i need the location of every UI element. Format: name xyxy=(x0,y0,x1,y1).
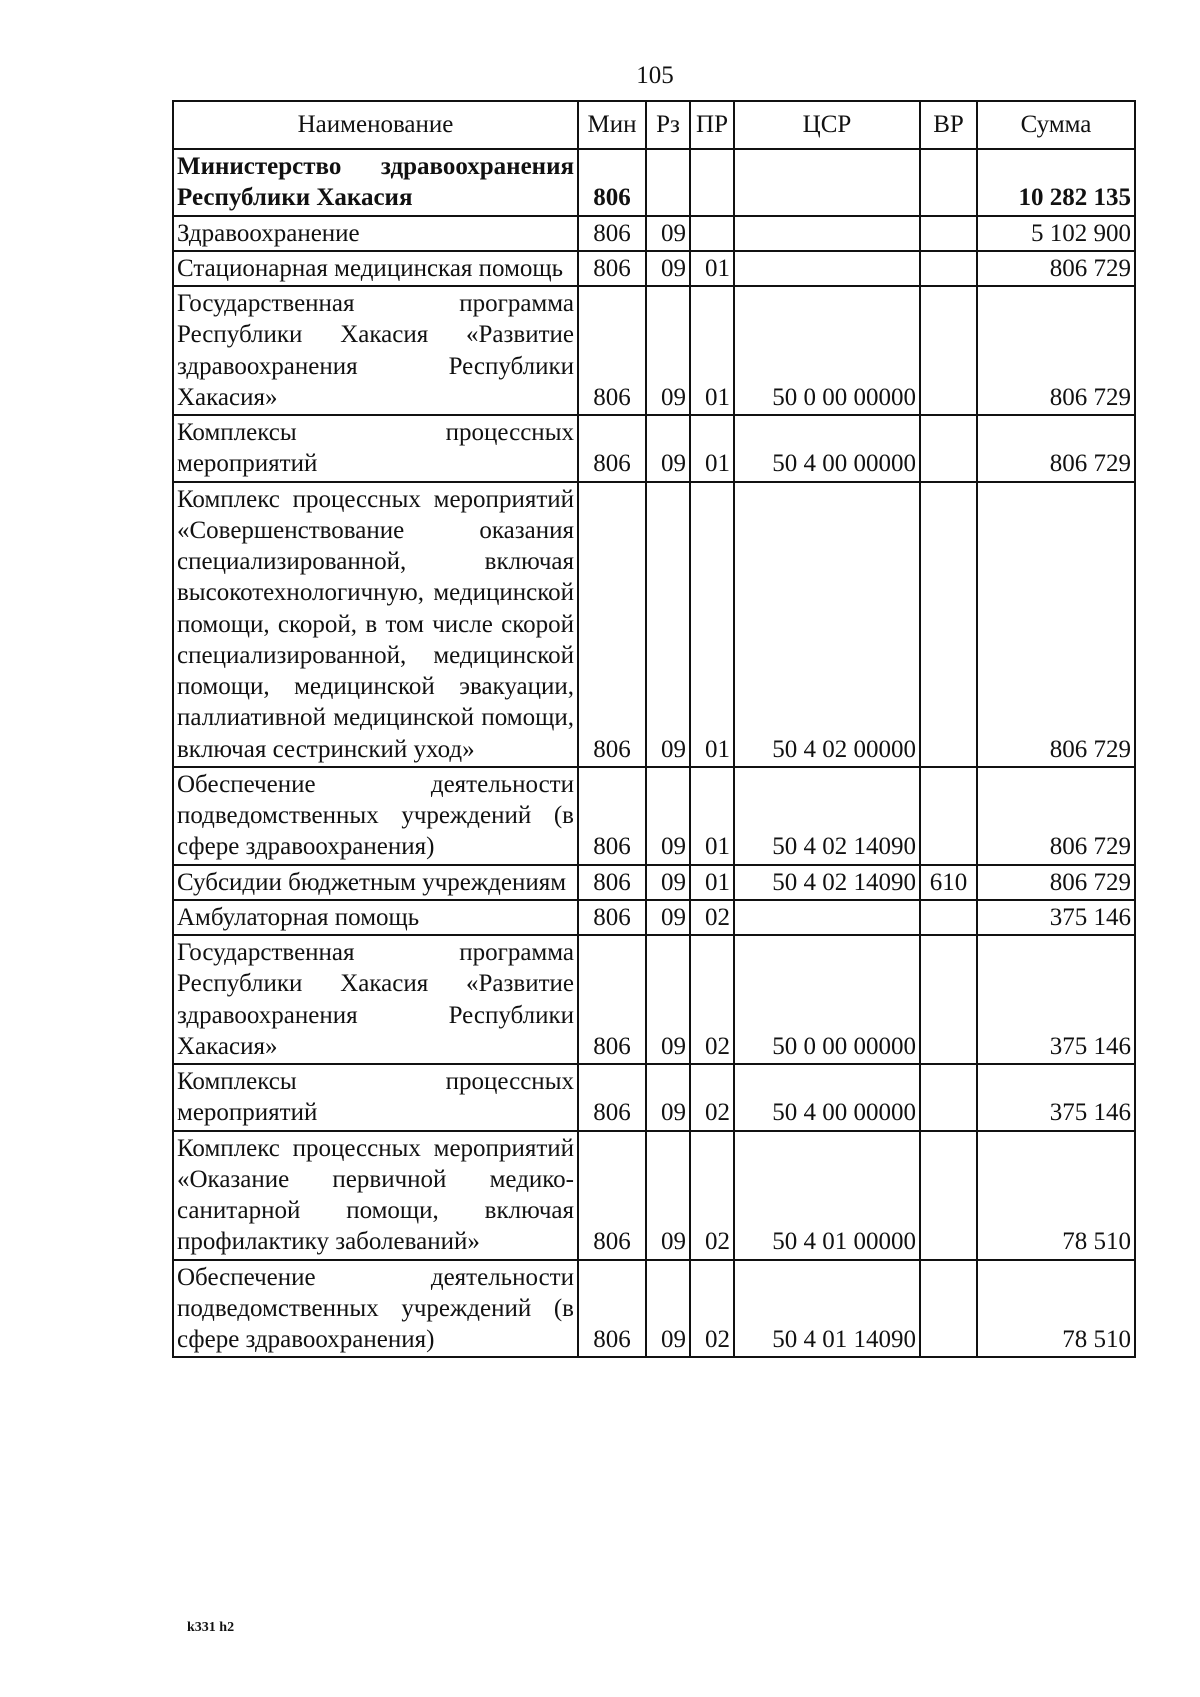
cell-rz: 09 xyxy=(646,286,690,415)
cell-name: Министерство здравоохранения Республики Хакасия xyxy=(173,149,578,216)
cell-csr xyxy=(734,149,920,216)
cell-min: 806 xyxy=(578,415,646,482)
cell-sum: 375 146 xyxy=(977,900,1135,935)
table-row xyxy=(173,251,1135,286)
cell-sum: 806 729 xyxy=(977,415,1135,482)
cell-min: 806 xyxy=(578,149,646,216)
cell-pr: 02 xyxy=(690,900,734,935)
cell-sum: 78 510 xyxy=(977,1260,1135,1358)
page-number: 105 xyxy=(636,62,674,89)
header-vr: ВР xyxy=(920,101,977,149)
cell-sum: 375 146 xyxy=(977,1064,1135,1131)
cell-name: Комплексы процессных мероприятий xyxy=(173,415,578,482)
cell-rz: 09 xyxy=(646,1260,690,1358)
cell-min: 806 xyxy=(578,1260,646,1358)
cell-min: 806 xyxy=(578,216,646,251)
cell-min: 806 xyxy=(578,900,646,935)
cell-name: Государственная программа Республики Хакасия «Развитие здравоохранения Республики Хакасия» xyxy=(173,286,578,415)
table-row xyxy=(173,415,1135,482)
cell-min: 806 xyxy=(578,865,646,900)
cell-name: Субсидии бюджетным учреждениям xyxy=(173,865,578,900)
cell-name: Комплексы процессных мероприятий xyxy=(173,1064,578,1131)
table-row xyxy=(173,865,1135,900)
cell-sum: 806 729 xyxy=(977,286,1135,415)
cell-csr: 50 4 02 00000 xyxy=(734,482,920,767)
cell-name: Обеспечение деятельности подведомственных учреждений (в сфере здравоохранения) xyxy=(173,767,578,865)
cell-vr xyxy=(920,767,977,865)
header-rz: Рз xyxy=(646,101,690,149)
cell-name: Амбулаторная помощь xyxy=(173,900,578,935)
cell-sum: 806 729 xyxy=(977,251,1135,286)
footer-code: k331 h2 xyxy=(187,1620,235,1635)
budget-table xyxy=(172,100,1136,1358)
cell-vr xyxy=(920,216,977,251)
cell-min: 806 xyxy=(578,482,646,767)
cell-min: 806 xyxy=(578,1131,646,1260)
cell-name: Комплекс процессных мероприятий «Совершенствование оказания специализированной, включая высокотехнологичную, медицинской помощи, скорой, в том числе скорой специализированной, медицинской помощи, медицинской эвакуации, паллиативной медицинской помощи, включая сестринский уход» xyxy=(173,482,578,767)
cell-csr: 50 4 01 00000 xyxy=(734,1131,920,1260)
cell-pr: 01 xyxy=(690,482,734,767)
header-csr: ЦСР xyxy=(734,101,920,149)
cell-rz: 09 xyxy=(646,767,690,865)
cell-name: Здравоохранение xyxy=(173,216,578,251)
table-row xyxy=(173,1260,1135,1358)
cell-csr: 50 4 00 00000 xyxy=(734,415,920,482)
cell-sum: 806 729 xyxy=(977,865,1135,900)
cell-rz: 09 xyxy=(646,482,690,767)
cell-csr: 50 0 00 00000 xyxy=(734,286,920,415)
table-row xyxy=(173,1131,1135,1260)
cell-sum: 375 146 xyxy=(977,935,1135,1064)
cell-rz: 09 xyxy=(646,415,690,482)
cell-rz: 09 xyxy=(646,900,690,935)
cell-csr xyxy=(734,900,920,935)
cell-pr xyxy=(690,216,734,251)
cell-vr xyxy=(920,1260,977,1358)
cell-csr xyxy=(734,216,920,251)
cell-vr xyxy=(920,900,977,935)
cell-rz: 09 xyxy=(646,935,690,1064)
cell-pr: 01 xyxy=(690,286,734,415)
cell-pr: 02 xyxy=(690,1131,734,1260)
cell-vr xyxy=(920,482,977,767)
table-body xyxy=(173,149,1135,1357)
cell-vr xyxy=(920,935,977,1064)
cell-sum: 806 729 xyxy=(977,482,1135,767)
cell-csr: 50 4 02 14090 xyxy=(734,767,920,865)
header-min: Мин xyxy=(578,101,646,149)
header-name: Наименование xyxy=(173,101,578,149)
table-row xyxy=(173,149,1135,216)
cell-min: 806 xyxy=(578,286,646,415)
cell-csr: 50 4 01 14090 xyxy=(734,1260,920,1358)
cell-rz xyxy=(646,149,690,216)
cell-vr xyxy=(920,251,977,286)
cell-rz: 09 xyxy=(646,251,690,286)
table-row xyxy=(173,1064,1135,1131)
table-row xyxy=(173,900,1135,935)
cell-name: Обеспечение деятельности подведомственных учреждений (в сфере здравоохранения) xyxy=(173,1260,578,1358)
cell-vr xyxy=(920,415,977,482)
cell-vr xyxy=(920,1131,977,1260)
cell-csr: 50 4 00 00000 xyxy=(734,1064,920,1131)
cell-rz: 09 xyxy=(646,1064,690,1131)
cell-vr: 610 xyxy=(920,865,977,900)
cell-csr: 50 4 02 14090 xyxy=(734,865,920,900)
cell-pr: 02 xyxy=(690,1064,734,1131)
header-sum: Сумма xyxy=(977,101,1135,149)
cell-name: Стационарная медицинская помощь xyxy=(173,251,578,286)
cell-pr: 02 xyxy=(690,935,734,1064)
cell-csr: 50 0 00 00000 xyxy=(734,935,920,1064)
cell-min: 806 xyxy=(578,251,646,286)
cell-pr: 01 xyxy=(690,415,734,482)
cell-sum: 78 510 xyxy=(977,1131,1135,1260)
table-row xyxy=(173,767,1135,865)
cell-sum: 806 729 xyxy=(977,767,1135,865)
cell-vr xyxy=(920,1064,977,1131)
cell-vr xyxy=(920,149,977,216)
cell-rz: 09 xyxy=(646,1131,690,1260)
cell-rz: 09 xyxy=(646,865,690,900)
cell-name: Государственная программа Республики Хакасия «Развитие здравоохранения Республики Хакасия» xyxy=(173,935,578,1064)
cell-sum: 10 282 135 xyxy=(977,149,1135,216)
cell-min: 806 xyxy=(578,935,646,1064)
cell-vr xyxy=(920,286,977,415)
cell-pr: 01 xyxy=(690,251,734,286)
table-row xyxy=(173,286,1135,415)
cell-min: 806 xyxy=(578,1064,646,1131)
cell-sum: 5 102 900 xyxy=(977,216,1135,251)
cell-name: Комплекс процессных мероприятий «Оказание первичной медико-санитарной помощи, включая профилактику заболеваний» xyxy=(173,1131,578,1260)
table-row xyxy=(173,216,1135,251)
table-row xyxy=(173,482,1135,767)
cell-pr: 02 xyxy=(690,1260,734,1358)
cell-pr: 01 xyxy=(690,865,734,900)
table-row xyxy=(173,935,1135,1064)
cell-pr: 01 xyxy=(690,767,734,865)
cell-min: 806 xyxy=(578,767,646,865)
cell-pr xyxy=(690,149,734,216)
header-pr: ПР xyxy=(690,101,734,149)
header-row xyxy=(173,101,1135,149)
cell-rz: 09 xyxy=(646,216,690,251)
cell-csr xyxy=(734,251,920,286)
